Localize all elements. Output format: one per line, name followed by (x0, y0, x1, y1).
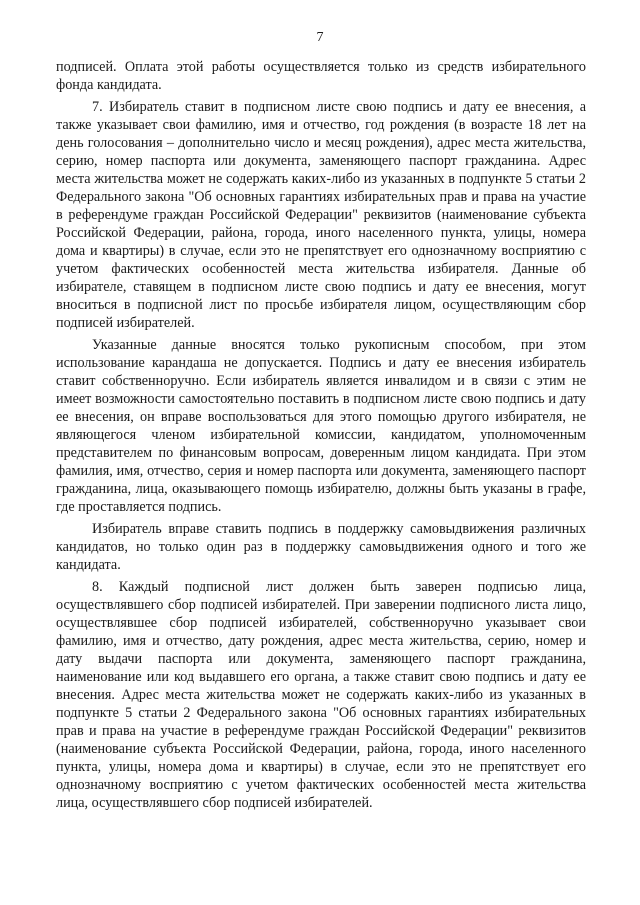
paragraph: Указанные данные вносятся только рукописным способом, при этом использование карандаша не допускается. Подпись и дату ее внесения избиратель ставит собственноручно. Если избиратель является инвалидом и в связи с этим не имеет возможности самостоятельно поставить в подписном листе свою подпись и дату ее внесения, он вправе воспользоваться для этого помощью другого избирателя, не являющегося членом избирательной комиссии, кандидатом, уполномоченным представителем по финансовым вопросам, доверенным лицом кандидата. При этом фамилия, имя, отчество, серия и номер паспорта или документа, заменяющего паспорт гражданина, лица, оказывающего помощь избирателю, должны быть указаны в графе, где проставляется подпись. (56, 337, 586, 515)
document-body (56, 58, 586, 816)
paragraph: 8. Каждый подписной лист должен быть заверен подписью лица, осуществлявшего сбор подписей избирателей. При заверении подписного листа лицо, осуществлявшее сбор подписей избирателей, собственноручно указывает свои фамилию, имя и отчество, дату рождения, адрес места жительства, серию, номер и дату выдачи паспорта или документа, заменяющего паспорт гражданина, наименование или код выдавшего его органа, а также ставит свою подпись и дату ее внесения. Адрес места жительства может не содержать каких-либо из указанных в подпункте 5 статьи 2 Федерального закона "Об основных гарантиях избирательных прав и права на участие в референдуме граждан Российской Федерации" реквизитов (наименование субъекта Российской Федерации, района, города, иного населенного пункта, улицы, номера дома и квартиры) в случае, если это не препятствует его однозначному восприятию с учетом фактических особенностей места жительства лица, осуществлявшего сбор подписей избирателей. (56, 579, 586, 811)
paragraph: 7. Избиратель ставит в подписном листе свою подпись и дату ее внесения, а также указывает свои фамилию, имя и отчество, год рождения (в возрасте 18 лет на день голосования – дополнительно число и месяц рождения), адрес места жительства, серию, номер паспорта или документа, заменяющего паспорт гражданина. Адрес места жительства может не содержать каких-либо из указанных в подпункте 5 статьи 2 Федерального закона "Об основных гарантиях избирательных прав и права на участие в референдуме граждан Российской Федерации" реквизитов (наименование субъекта Российской Федерации, района, города, иного населенного пункта, улицы, номера дома и квартиры) в случае, если это не препятствует его однозначному восприятию с учетом фактических особенностей места жительства избирателя. Данные об избирателе, ставящем в подписном листе свою подпись и дату ее внесения, могут вноситься в подписной лист по просьбе избирателя лицом, осуществляющим сбор подписей избирателей. (56, 99, 586, 331)
paragraph: подписей. Оплата этой работы осуществляется только из средств избирательного фонда кандидата. (56, 59, 586, 93)
page-number: 7 (316, 30, 324, 45)
paragraph: Избиратель вправе ставить подпись в поддержку самовыдвижения различных кандидатов, но только один раз в поддержку самовыдвижения одного и того же кандидата. (56, 521, 586, 573)
